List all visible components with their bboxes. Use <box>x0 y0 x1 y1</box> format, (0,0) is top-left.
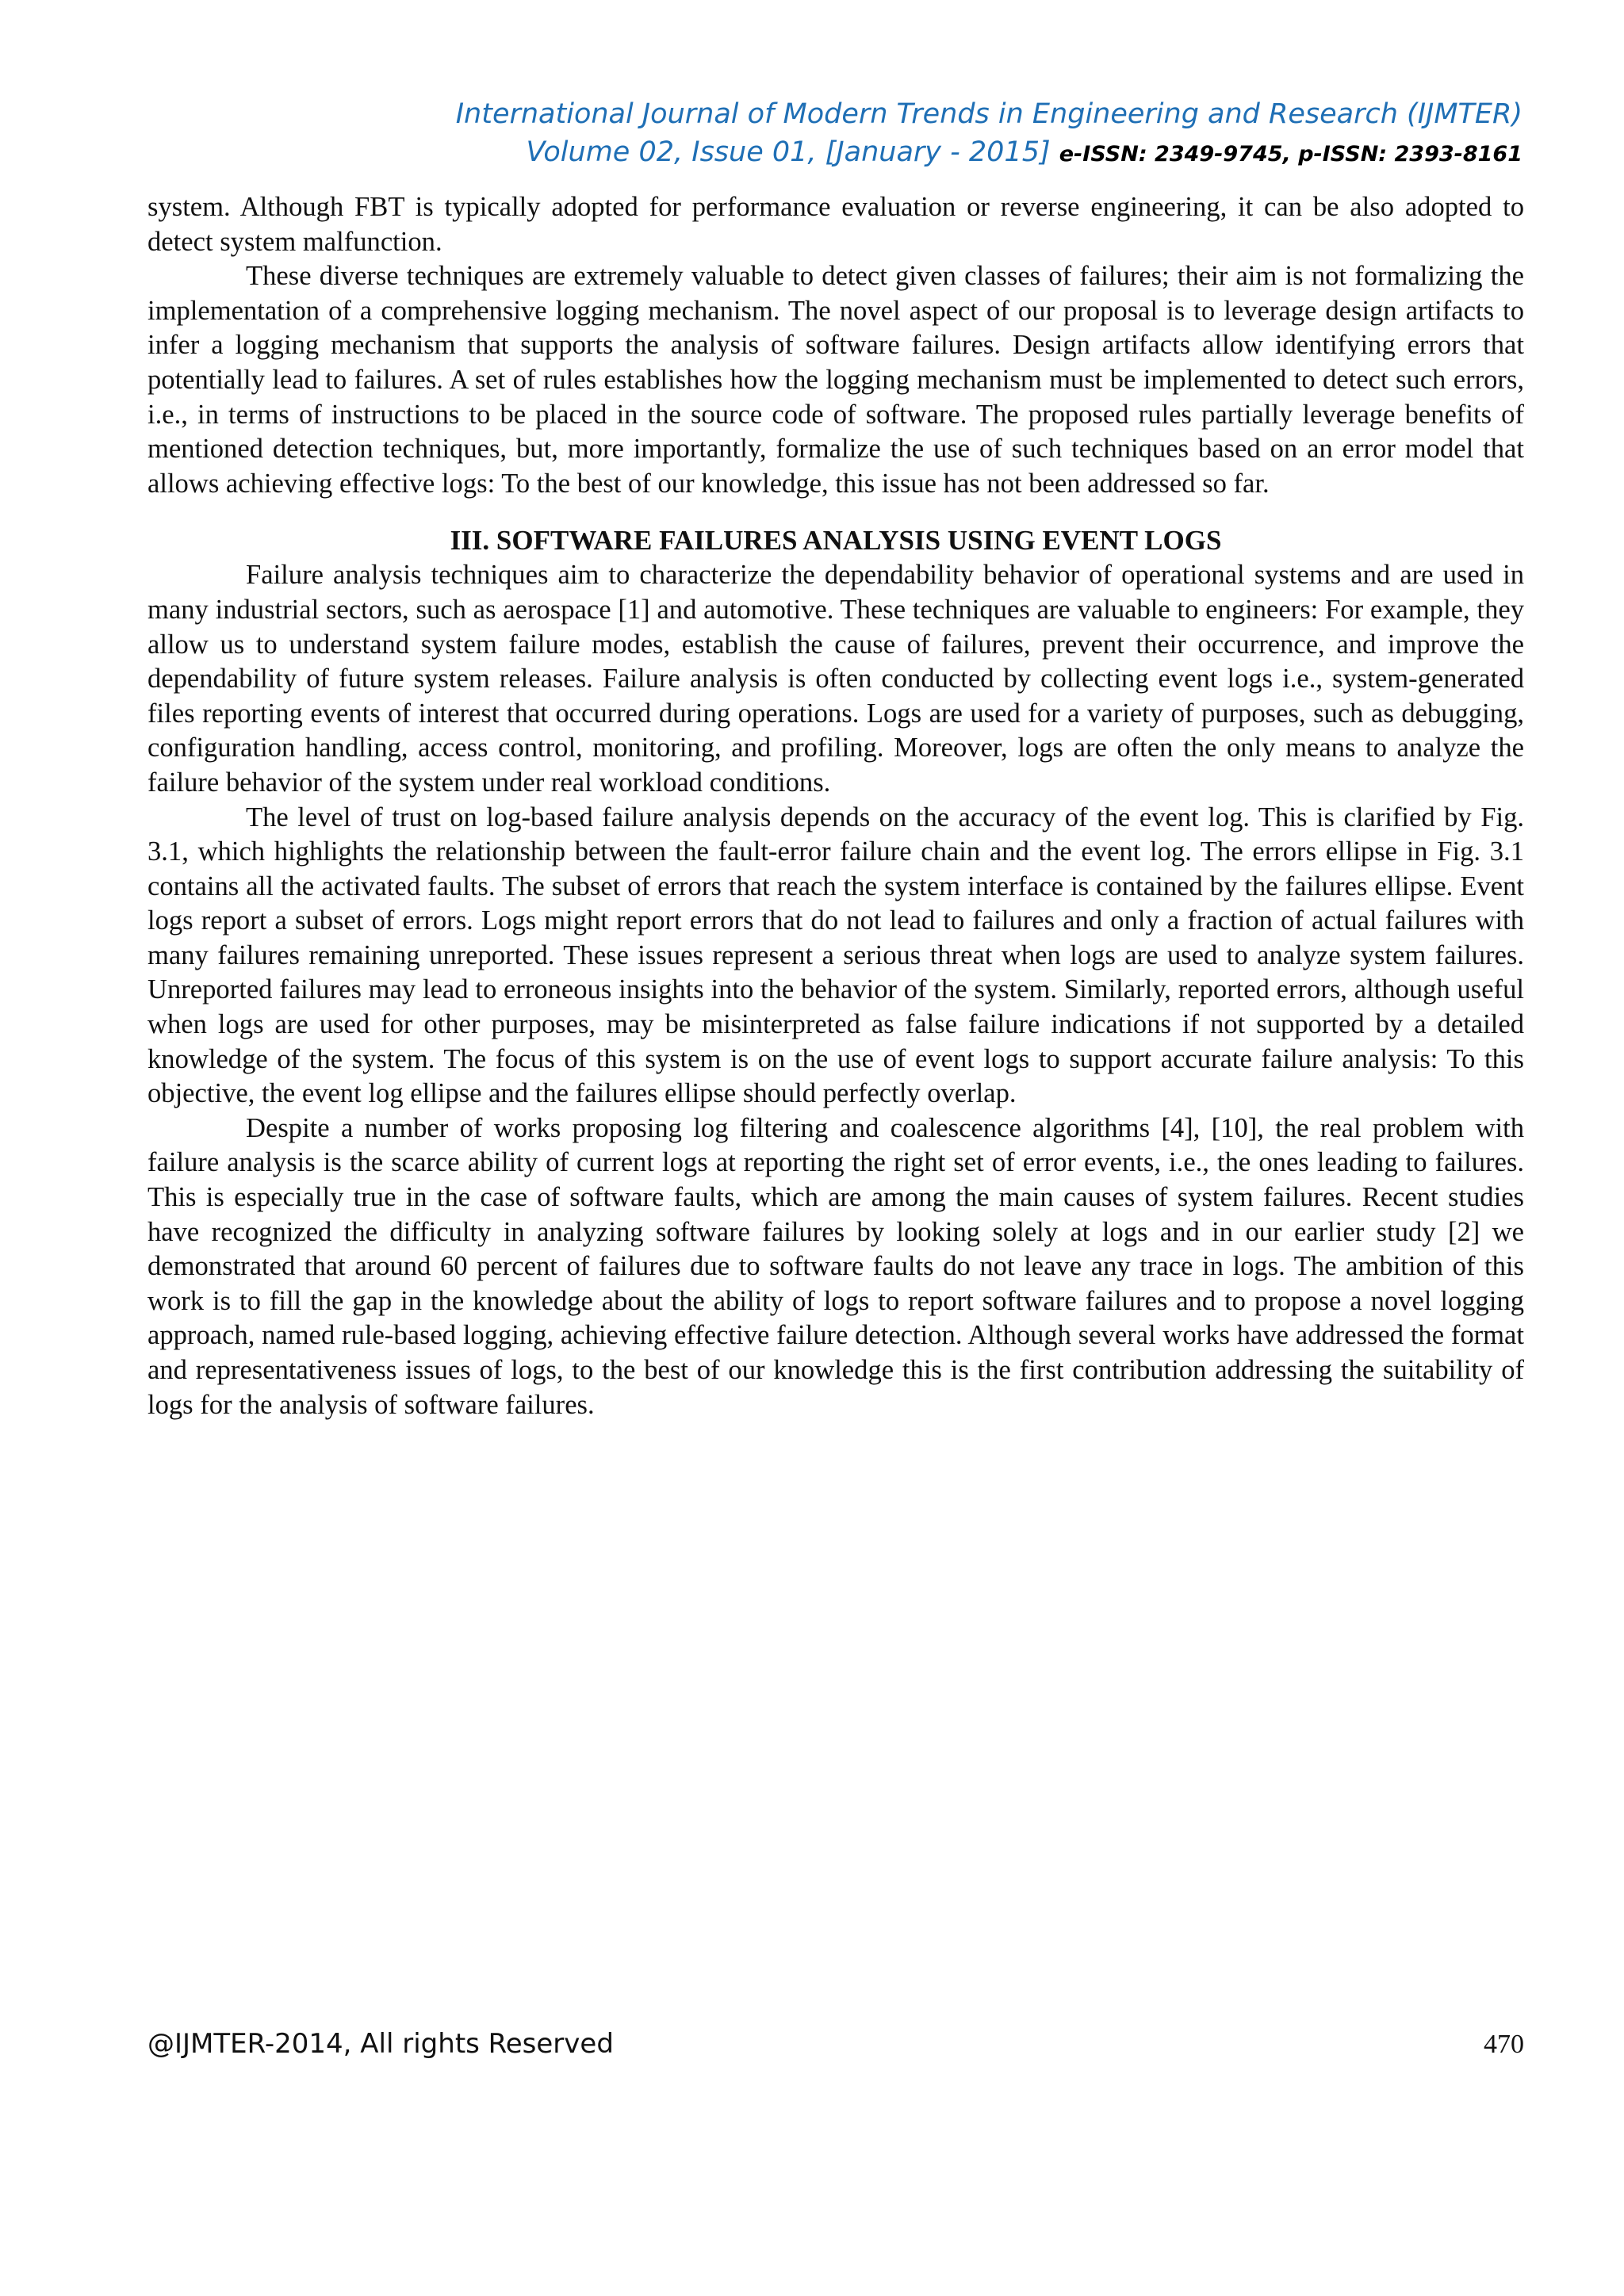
journal-title: International Journal of Modern Trends in Engineering and Research (IJMTER) <box>455 98 1522 130</box>
body-text <box>147 190 1524 1422</box>
paragraph: These diverse techniques are extremely valuable to detect given classes of failures; their aim is not formalizing the implementation of a comprehensive logging mechanism. The novel aspect of our proposal is to leverage design artifacts to infer a logging mechanism that supports the analysis of software failures. Design artifacts allow identifying errors that potentially lead to failures. A set of rules establishes how the logging mechanism must be implemented to detect such errors, i.e., in terms of instructions to be placed in the source code of software. The proposed rules partially leverage benefits of mentioned detection techniques, but, more importantly, formalize the use of such techniques based on an error model that allows achieving effective logs: To the best of our knowledge, this issue has not been addressed so far. <box>147 261 1524 499</box>
paragraph: The level of trust on log-based failure analysis depends on the accuracy of the event log. This is clarified by Fig. 3.1, which highlights the relationship between the fault-error failure chain and the event log. The errors ellipse in Fig. 3.1 contains all the activated faults. The subset of errors that reach the system interface is contained by the failures ellipse. Event logs report a subset of errors. Logs might report errors that do not lead to failures and only a fraction of actual failures with many failures remaining unreported. These issues represent a serious threat when logs are used to analyze system failures. Unreported failures may lead to erroneous insights into the behavior of the system. Similarly, reported errors, although useful when logs are used for other purposes, may be misinterpreted as false failure indications if not supported by a detailed knowledge of the system. The focus of this system is on the use of event logs to support accurate failure analysis: To this objective, the event log ellipse and the failures ellipse should perfectly overlap. <box>147 802 1524 1109</box>
page-number: 470 <box>1484 2030 1524 2059</box>
volume-issue-line <box>456 133 1522 174</box>
issn-numbers: e-ISSN: 2349-9745, p-ISSN: 2393-8161 <box>1059 142 1522 166</box>
paragraph: Failure analysis techniques aim to characterize the dependability behavior of operational systems and are used in many industrial sectors, such as aerospace [1] and automotive. These techniques are valuable to engineers: For example, they allow us to understand system failure modes, establish the cause of failures, prevent their occurrence, and improve the dependability of future system releases. Failure analysis is often conducted by collecting event logs i.e., system-generated files reporting events of interest that occurred during operations. Logs are used for a variety of purposes, such as debugging, configuration handling, access control, monitoring, and profiling. Moreover, logs are often the only means to analyze the failure behavior of the system under real workload conditions. <box>147 560 1524 798</box>
footer-copyright: @IJMTER-2014, All rights Reserved <box>147 2028 614 2060</box>
running-header <box>456 95 1522 174</box>
paragraph: Despite a number of works proposing log filtering and coalescence algorithms [4], [10], the real problem with failure analysis is the scarce ability of current logs at reporting the right set of error events, i.e., the ones leading to failures. This is especially true in the case of software faults, which are among the main causes of system failures. Recent studies have recognized the difficulty in analyzing software failures by looking solely at logs and in our earlier study [2] we demonstrated that around 60 percent of failures due to software faults do not leave any trace in logs. The ambition of this work is to fill the gap in the knowledge about the ability of logs to report software failures and to propose a novel logging approach, named rule-based logging, achieving effective failure detection. Although several works have addressed the format and representativeness issues of logs, to the best of our knowledge this is the first contribution addressing the suitability of logs for the analysis of software failures. <box>147 1112 1524 1420</box>
paragraph: system. Although FBT is typically adopted for performance evaluation or reverse engineering, it can be also adopted to detect system malfunction. <box>147 192 1524 257</box>
section-heading: III. SOFTWARE FAILURES ANALYSIS USING EVENT LOGS <box>450 525 1222 557</box>
volume-issue: Volume 02, Issue 01, [January - 2015] <box>526 136 1059 168</box>
